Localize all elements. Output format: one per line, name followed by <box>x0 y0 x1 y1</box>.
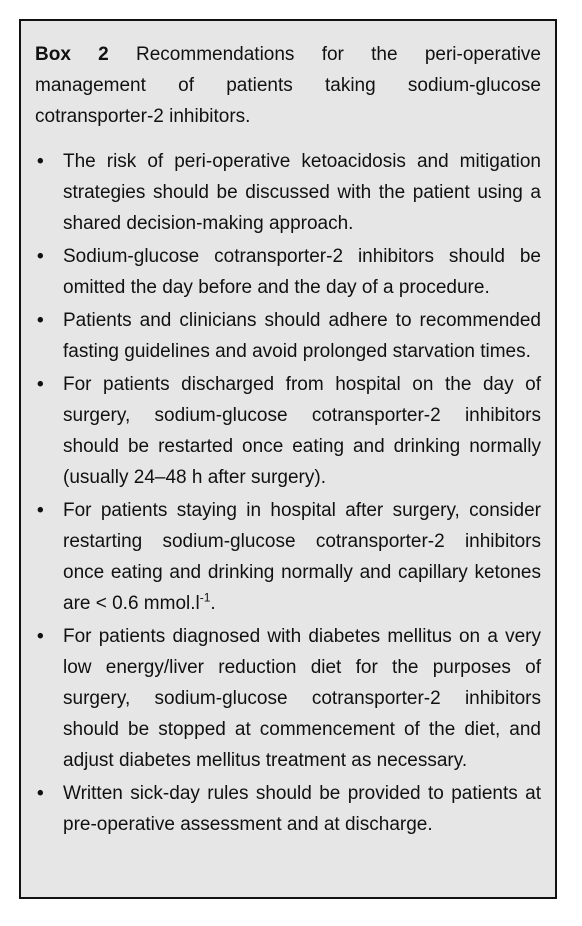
bullet-icon: • <box>37 246 44 267</box>
item-text: For patients discharged from hospital on the day of surgery, sodium-glucose cotransporter-2 inhibitors should be restarted once eating and drinking normally (usually 24–48 h after surgery). <box>63 374 541 488</box>
bullet-icon: • <box>37 626 44 647</box>
bullet-icon: • <box>37 151 44 172</box>
bullet-icon: • <box>37 500 44 521</box>
list-item <box>35 495 541 619</box>
bullet-icon: • <box>37 374 44 395</box>
box-heading <box>35 39 541 132</box>
bullet-icon: • <box>37 310 44 331</box>
list-item <box>35 146 541 239</box>
box-label: Box 2 <box>35 44 109 65</box>
item-superscript: -1 <box>199 590 211 605</box>
item-text: Patients and clinicians should adhere to recommended fasting guidelines and avoid prolonged starvation times. <box>63 310 541 362</box>
recommendations-box <box>19 19 557 899</box>
list-item <box>35 369 541 493</box>
item-text: Sodium-glucose cotransporter-2 inhibitors should be omitted the day before and the day of a procedure. <box>63 246 541 298</box>
list-item <box>35 621 541 776</box>
item-text: The risk of peri-operative ketoacidosis and mitigation strategies should be discussed with the patient using a shared decision-making approach. <box>63 151 541 234</box>
item-suffix: . <box>210 593 216 614</box>
list-item <box>35 778 541 840</box>
recommendation-list <box>35 146 541 840</box>
list-item <box>35 241 541 303</box>
item-text: For patients staying in hospital after surgery, consider restarting sodium-glucose cotransporter-2 inhibitors once eating and drinking normally and capillary ketones are < 0.6 mmol.l <box>63 500 541 614</box>
list-item <box>35 305 541 367</box>
item-text: For patients diagnosed with diabetes mellitus on a very low energy/liver reduction diet for the purposes of surgery, sodium-glucose cotransporter-2 inhibitors should be stopped at commencement of the diet, and adjust diabetes mellitus treatment as necessary. <box>63 626 541 771</box>
box-title: Recommendations for the peri-operative management of patients taking sodium-glucose cotransporter-2 inhibitors. <box>35 44 541 127</box>
item-text: Written sick-day rules should be provided to patients at pre-operative assessment and at discharge. <box>63 783 541 835</box>
bullet-icon: • <box>37 783 44 804</box>
